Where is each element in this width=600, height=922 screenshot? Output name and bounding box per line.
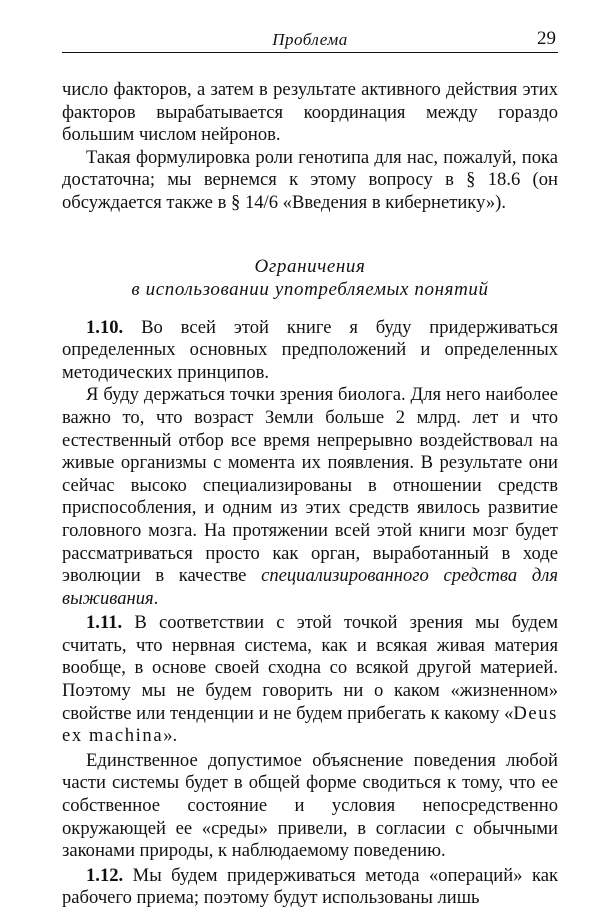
paragraph-genotype: Такая формулировка роли генотипа для нас, пожалуй, пока достаточна; мы вернемся к этому вопросу в § 18.6 (он обсуждается также в § 14/6 «Введения в кибернетику»). xyxy=(62,146,558,213)
section-heading-line2: в использовании употребляемых понятий xyxy=(131,278,489,300)
emphasis-survival: специализированного средства для выживания xyxy=(62,565,558,609)
section-heading-line1: Ограничения xyxy=(254,255,366,277)
section-number-1-10: 1.10. xyxy=(86,316,124,338)
section-number-1-12: 1.12. xyxy=(86,864,124,886)
paragraph-1-12-text: Мы будем придерживаться метода «операций» как рабочего приема; поэтому будут использованы лишь xyxy=(62,864,558,909)
paragraph-explanation: Единственное допустимое объяснение поведения любой части системы будет в общей форме сводиться к тому, что ее собственное состояние и условия непосредственно окружающей ее «среды» привели, в согласии с обычными законами природы, к наблюдаемому поведению. xyxy=(62,749,558,862)
paragraph-1-12 xyxy=(62,865,558,910)
paragraph-biologist-text: Я буду держаться точки зрения биолога. Для него наиболее важно то, что возраст Земли больше 2 млрд. лет и что естественный отбор все время непрерывно воздействовал на живые организмы с момента их появления. В результате они сейчас высоко специализированы в отношении средств приспособления, и одним из этих средств явилось развитие головного мозга. На протяжении всей этой книги мозг будет рассматриваться просто как орган, выработанный в ходе эволюции в качестве xyxy=(62,384,558,587)
paragraph-biologist xyxy=(62,384,558,610)
section-number-1-11: 1.11. xyxy=(86,612,123,634)
running-header xyxy=(62,28,558,53)
running-title: Проблема xyxy=(272,30,348,49)
paragraph-1-11-end: ». xyxy=(163,725,178,747)
page-body xyxy=(62,79,558,910)
paragraph-1-10 xyxy=(62,317,558,385)
page-number: 29 xyxy=(537,28,556,49)
latin-phrase: Deus ex machina xyxy=(62,702,558,747)
section-heading xyxy=(62,255,558,301)
paragraph-1-11 xyxy=(62,612,558,748)
paragraph-1-11-text: В соответствии с этой точкой зрения мы будем считать, что нервная система, как и всякая живая материя вообще, в основе своей сходна со всякой другой материей. Поэтому мы не будем говорить ни о каком «жизненном» свойстве или тенденции и не будем прибегать к какому « xyxy=(62,612,558,724)
paragraph-biologist-end: . xyxy=(153,587,159,609)
paragraph-continuation: число факторов, а затем в результате активного действия этих факторов вырабатывается координация между гораздо большим числом нейронов. xyxy=(62,79,558,146)
book-page xyxy=(62,28,558,910)
paragraph-1-10-text: Во всей этой книге я буду придерживаться определенных основных предположений и определенных методических принципов. xyxy=(62,316,558,383)
